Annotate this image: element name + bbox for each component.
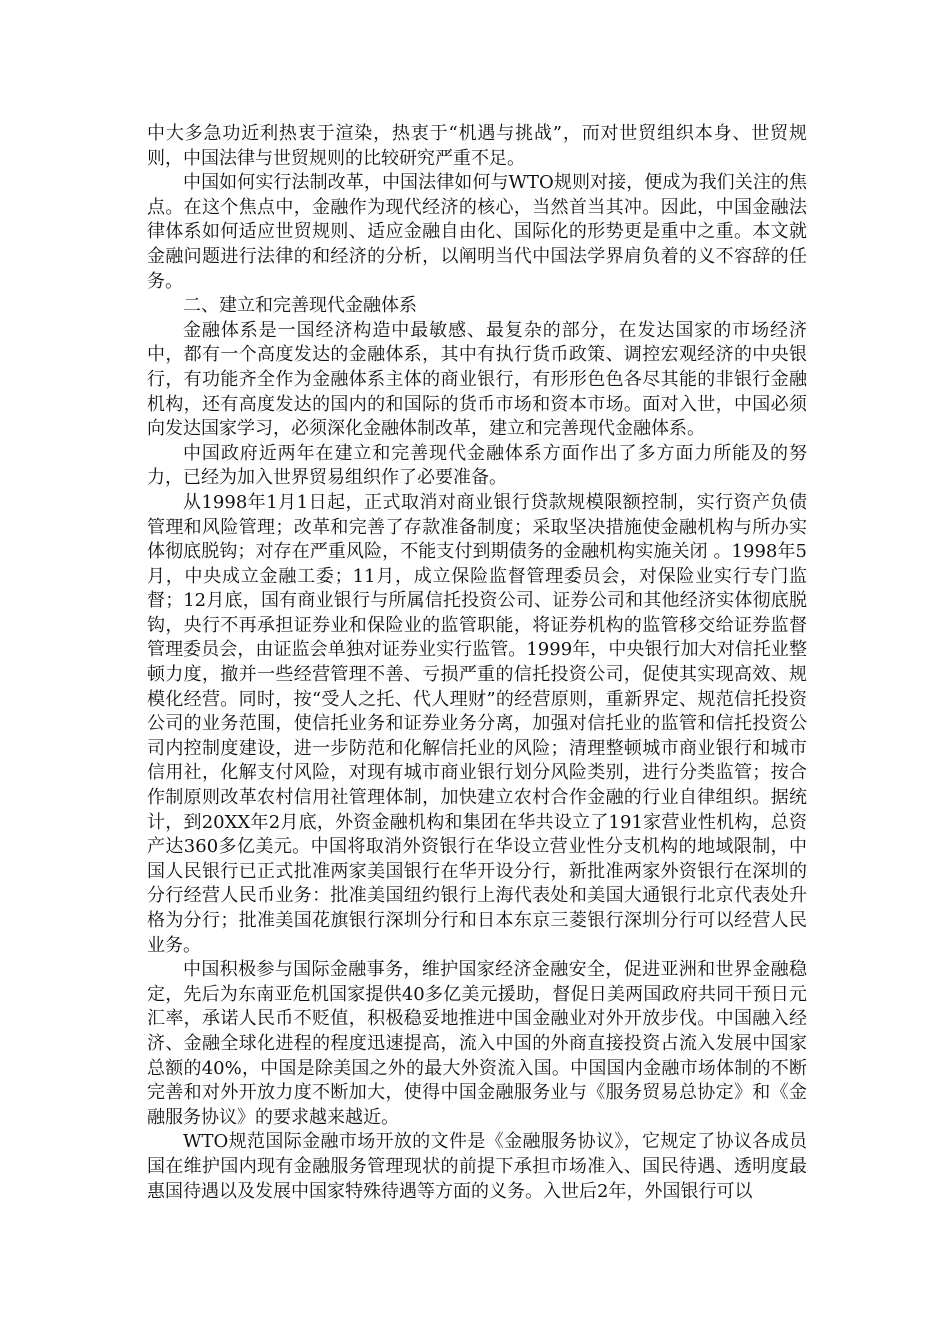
paragraph-financial-system: 金融体系是一国经济构造中最敏感、最复杂的部分，在发达国家的市场经济中，都有一个高度发达的金融体系，其中有执行货币政策、调控宏观经济的中央银行，有功能齐全作为金融体系主体的商业银行，有形形色色各尽其能的非银行金融机构，还有高度发达的国内的和国际的货币市场和资本市场。面对入世，中国必须向发达国家学习，必须深化金融体制改革，建立和完善现代金融体系。 [147, 319, 807, 440]
paragraph-government-efforts: 中国政府近两年在建立和完善现代金融体系方面作出了多方面力所能及的努力，已经为加入世界贸易组织作了必要准备。 [147, 442, 807, 489]
document-page [147, 122, 807, 1204]
paragraph-financial-services-agreement: WTO规范国际金融市场开放的文件是《金融服务协议》，它规定了协议各成员国在维护国内现有金融服务管理现状的前提下承担市场准入、国民待遇、透明度最惠国待遇以及发展中国家特殊待遇等方面的义务。入世后2年，外国银行可以 [147, 1131, 807, 1202]
paragraph-wto-focus: 中国如何实行法制改革，中国法律如何与WTO规则对接，便成为我们关注的焦点。在这个焦点中，金融作为现代经济的核心，当然首当其冲。因此，中国金融法律体系如何适应世贸规则、适应金融自由化、国际化的形势更是重中之重。本文就金融问题进行法律的和经济的分析，以阐明当代中国法学界肩负着的义不容辞的任务。 [147, 172, 807, 292]
paragraph-reforms-since-1998: 从1998年1月1日起，正式取消对商业银行贷款规模限额控制，实行资产负债管理和风险管理；改革和完善了存款准备制度；采取坚决措施使金融机构与所办实体彻底脱钩；对存在严重风险，不能支付到期债务的金融机构实施关闭 。1998年5月，中央成立金融工委；11月，成立保险监督管理委员会，对保险业实行专门监督；12月底，国有商业银行与所属信托投资公司、证券公司和其他经济实体彻底脱钩，央行不再承担证券业和保险业的监管职能，将证券机构的监管移交给证券监督管理委员会，由证监会单独对证券业实行监管。1999年，中央银行加大对信托业整顿力度，撤并一些经营管理不善、亏损严重的信托投资公司，促使其实现高效、规模化经营。同时，按“受人之托、代人理财”的经营原则，重新界定、规范信托投资公司的业务范围，使信托业务和证券业务分离，加强对信托业的监管和信托投资公司内控制度建设，进一步防范和化解信托业的风险；清理整顿城市商业银行和城市信用社，化解支付风险，对现有城市商业银行划分风险类别，进行分类监管；按合作制原则改革农村信用社管理体制，加快建立农村合作金融的行业自律组织。据统计，到20XX年2月底，外资金融机构和集团在华共设立了191家营业性机构，总资产达360多亿美元。中国将取消外资银行在华设立营业性分支机构的地域限制，中国人民银行已正式批准两家美国银行在华开设分行，新批准两家外资银行在深圳的分行经营人民币业务：批准美国纽约银行上海代表处和美国大通银行北京代表处升格为分行；批准美国花旗银行深圳分行和日本东京三菱银行深圳分行可以经营人民业务。 [147, 491, 807, 956]
paragraph-continuation: 中大多急功近利热衷于渲染，热衷于“机遇与挑战”，而对世贸组织本身、世贸规则，中国法律与世贸规则的比较研究严重不足。 [147, 123, 807, 169]
paragraph-international-affairs: 中国积极参与国际金融事务，维护国家经济金融安全，促进亚洲和世界金融稳定，先后为东南亚危机国家提供40多亿美元援助，督促日美两国政府共同干预日元汇率，承诺人民币不贬值，积极稳妥地推进中国金融业对外开放步伐。中国融入经济、金融全球化进程的程度迅速提高，流入中国的外商直接投资占流入发展中国家总额的40%，中国是除美国之外的最大外资流入国。中国国内金融市场体制的不断完善和对外开放力度不断加大，使得中国金融服务业与《服务贸易总协定》和《金融服务协议》的要求越来越近。 [147, 959, 807, 1128]
section-heading: 二、建立和完善现代金融体系 [183, 295, 417, 317]
